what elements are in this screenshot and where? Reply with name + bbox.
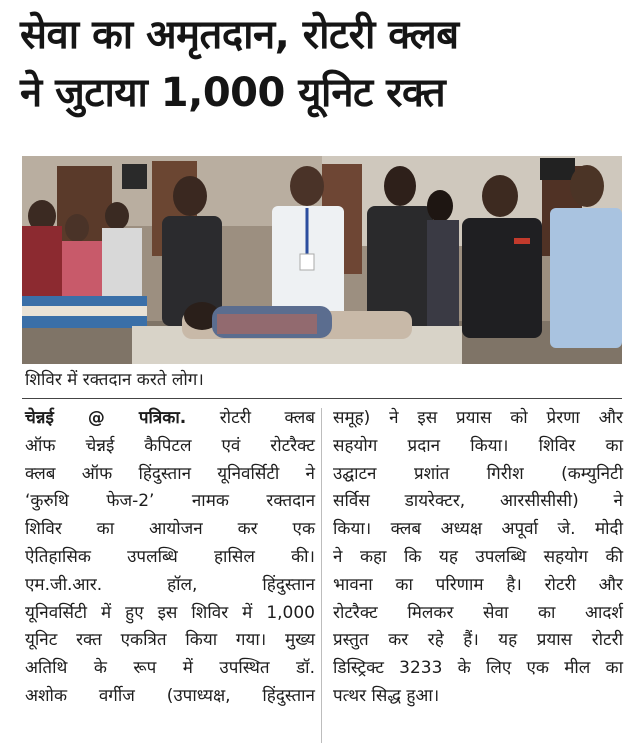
article-line: ऑफ चेन्नई कैपिटल एवं रोटरैक्ट xyxy=(25,435,315,456)
article-line: यूनिट रक्त एकत्रित किया गया। मुख्य xyxy=(25,630,315,651)
article-line: ‘कुरुथि फेज-2’ नामक रक्तदान xyxy=(25,491,315,512)
article-line: भावना का परिणाम है। रोटरी और xyxy=(333,574,623,595)
article-line-text: रोटरी क्लब xyxy=(219,408,315,428)
article-line: डिस्ट्रिक्ट 3233 के लिए एक मील का xyxy=(333,658,623,679)
article-line: एम.जी.आर. हॉल, हिंदुस्तान xyxy=(25,574,315,595)
article-line: अतिथि के रूप में उपस्थित डॉ. xyxy=(25,658,315,679)
article-line: समूह) ने इस प्रयास को प्रेरणा और xyxy=(333,408,623,428)
article-line: ऐतिहासिक उपलब्धि हासिल की। xyxy=(25,546,315,567)
article-line: प्रस्तुत कर रहे हैं। यह प्रयास रोटरी xyxy=(333,630,623,651)
article-line: रोटरैक्ट मिलकर सेवा का आदर्श xyxy=(333,602,623,623)
article-line xyxy=(25,405,315,433)
article-line: शिविर का आयोजन कर एक xyxy=(25,519,315,540)
article-line: उद्घाटन प्रशांत गिरीश (कम्युनिटी xyxy=(333,463,623,484)
article-line: यूनिवर्सिटी में हुए इस शिविर में 1,000 xyxy=(25,602,315,623)
headline-line-2: ने जुटाया 1,000 यूनिट रक्त xyxy=(20,70,446,116)
article-line: पत्थर सिद्ध हुआ। xyxy=(333,685,440,706)
article-line: सर्विस डायरेक्टर, आरसीसीसी) ने xyxy=(333,491,623,512)
headline xyxy=(20,6,630,122)
article-line: सहयोग प्रदान किया। शिविर का xyxy=(333,435,623,456)
article-line: किया। क्लब अध्यक्ष अपूर्वा जे. मोदी xyxy=(333,519,623,540)
headline-line-1: सेवा का अमृतदान, रोटरी क्लब xyxy=(20,12,459,58)
article-line: क्लब ऑफ हिंदुस्तान यूनिवर्सिटी ने xyxy=(25,463,315,484)
blood-donation-photo xyxy=(22,156,622,364)
article-line: अशोक वर्गीज (उपाध्यक्ष, हिंदुस्तान xyxy=(25,685,315,706)
article-column-left xyxy=(25,405,315,711)
photo-caption: शिविर में रक्तदान करते लोग। xyxy=(25,370,204,390)
article-column-right xyxy=(333,405,623,711)
column-divider xyxy=(321,408,322,743)
caption-divider xyxy=(22,398,622,399)
dateline: चेन्नई @ पत्रिका. xyxy=(25,408,187,428)
article-line: ने कहा कि यह उपलब्धि सहयोग की xyxy=(333,546,623,567)
